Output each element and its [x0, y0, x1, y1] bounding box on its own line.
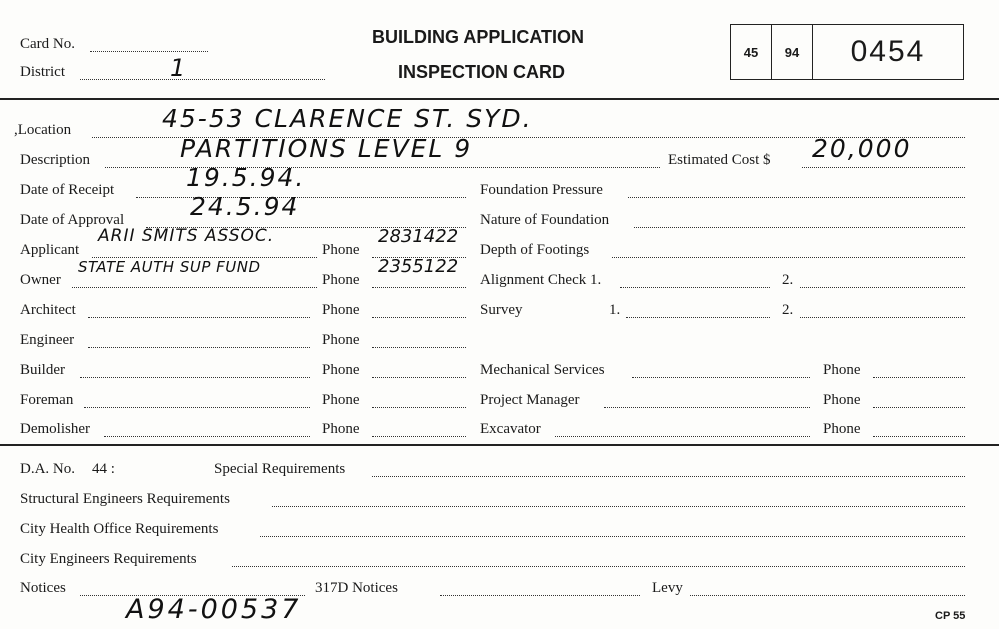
nature-foundation-line[interactable]	[634, 227, 965, 228]
estimated-cost-value: 20,000	[812, 134, 912, 163]
owner-label: Owner	[20, 272, 61, 288]
city-health-label: City Health Office Requirements	[20, 521, 219, 537]
engineer-label: Engineer	[20, 332, 75, 348]
depth-footings-line[interactable]	[612, 257, 965, 258]
architect-line[interactable]	[88, 317, 310, 318]
mechanical-services-label: Mechanical Services	[480, 362, 605, 378]
notices-label: Notices	[20, 580, 66, 596]
depth-footings-label: Depth of Footings	[480, 242, 590, 258]
owner-value: STATE AUTH SUP FUND	[78, 258, 261, 276]
builder-label: Builder	[20, 362, 65, 378]
notices-317d-line[interactable]	[440, 595, 640, 596]
card-number-box	[730, 24, 964, 80]
card-number: 0454	[850, 35, 926, 68]
estimated-cost-line[interactable]	[802, 167, 965, 168]
nature-foundation-label: Nature of Foundation	[480, 212, 610, 228]
demolisher-label: Demolisher	[20, 421, 90, 437]
da-no-value: 44 :	[92, 461, 115, 477]
card-no-label: Card No.	[20, 36, 75, 52]
excavator-line[interactable]	[555, 436, 810, 437]
mechanical-services-line[interactable]	[632, 377, 810, 378]
estimated-cost-label: Estimated Cost $	[668, 152, 771, 168]
city-engineers-line[interactable]	[232, 566, 965, 567]
levy-label: Levy	[652, 580, 683, 596]
alignment-check-2-label: 2.	[782, 272, 794, 288]
structural-engineers-line[interactable]	[272, 506, 965, 507]
date-receipt-value: 19.5.94.	[186, 163, 306, 192]
excavator-phone-label: Phone	[823, 421, 861, 437]
structural-engineers-label: Structural Engineers Requirements	[20, 491, 230, 507]
project-manager-phone-label: Phone	[823, 392, 861, 408]
date-receipt-label: Date of Receipt	[20, 182, 115, 198]
engineer-line[interactable]	[88, 347, 310, 348]
special-requirements-label: Special Requirements	[214, 461, 346, 477]
foreman-phone-line[interactable]	[372, 407, 466, 408]
applicant-phone-value: 2831422	[378, 226, 459, 247]
architect-phone-label: Phone	[322, 302, 360, 318]
engineer-phone-label: Phone	[322, 332, 360, 348]
owner-phone-value: 2355122	[378, 256, 459, 277]
date-approval-value: 24.5.94	[190, 192, 300, 221]
builder-phone-label: Phone	[322, 362, 360, 378]
header-divider	[0, 98, 999, 100]
demolisher-line[interactable]	[104, 436, 310, 437]
owner-line[interactable]	[72, 287, 317, 288]
description-value: PARTITIONS LEVEL 9	[180, 134, 473, 163]
handwritten-reference: A94-00537	[126, 594, 302, 625]
card-box-cell-2: 94	[772, 25, 813, 79]
mechanical-phone-label: Phone	[823, 362, 861, 378]
applicant-value: ARII SMITS ASSOC.	[98, 226, 275, 246]
district-line[interactable]	[80, 79, 325, 80]
levy-line[interactable]	[690, 595, 965, 596]
card-title-line1: BUILDING APPLICATION	[372, 27, 584, 47]
architect-phone-line[interactable]	[372, 317, 466, 318]
city-engineers-label: City Engineers Requirements	[20, 551, 197, 567]
da-no-label: D.A. No.	[20, 461, 75, 477]
special-requirements-line[interactable]	[372, 476, 965, 477]
date-receipt-line[interactable]	[136, 197, 466, 198]
demolisher-phone-line[interactable]	[372, 436, 466, 437]
foundation-pressure-line[interactable]	[628, 197, 965, 198]
foreman-phone-label: Phone	[322, 392, 360, 408]
demolisher-phone-label: Phone	[322, 421, 360, 437]
survey-1-label: 1.	[609, 302, 621, 318]
alignment-check-label: Alignment Check 1.	[480, 272, 602, 288]
survey-1-line[interactable]	[626, 317, 770, 318]
footer-divider	[0, 444, 999, 446]
applicant-phone-label: Phone	[322, 242, 360, 258]
district-value: 1	[170, 54, 188, 82]
location-label: ,Location	[14, 122, 72, 138]
date-approval-label: Date of Approval	[20, 212, 125, 228]
description-label: Description	[20, 152, 90, 168]
owner-phone-label: Phone	[322, 272, 360, 288]
survey-label: Survey	[480, 302, 523, 318]
project-manager-phone-line[interactable]	[873, 407, 965, 408]
card-no-line[interactable]	[90, 51, 208, 52]
district-label: District	[20, 64, 65, 80]
architect-label: Architect	[20, 302, 76, 318]
project-manager-line[interactable]	[604, 407, 810, 408]
foundation-pressure-label: Foundation Pressure	[480, 182, 603, 198]
project-manager-label: Project Manager	[480, 392, 580, 408]
excavator-phone-line[interactable]	[873, 436, 965, 437]
owner-phone-line[interactable]	[372, 287, 466, 288]
foreman-label: Foreman	[20, 392, 74, 408]
survey-2-line[interactable]	[800, 317, 965, 318]
card-title-line2: INSPECTION CARD	[398, 62, 566, 82]
builder-phone-line[interactable]	[372, 377, 466, 378]
alignment-check-1-line[interactable]	[620, 287, 770, 288]
notices-317d-label: 317D Notices	[315, 580, 398, 596]
mechanical-phone-line[interactable]	[873, 377, 965, 378]
card-box-cell-1: 45	[731, 25, 772, 79]
engineer-phone-line[interactable]	[372, 347, 466, 348]
alignment-check-2-line[interactable]	[800, 287, 965, 288]
builder-line[interactable]	[80, 377, 310, 378]
excavator-label: Excavator	[480, 421, 541, 437]
applicant-label: Applicant	[20, 242, 80, 258]
survey-2-label: 2.	[782, 302, 794, 318]
foreman-line[interactable]	[84, 407, 310, 408]
location-value: 45-53 CLARENCE ST. SYD.	[162, 104, 533, 133]
form-code: CP 55	[935, 610, 966, 622]
city-health-line[interactable]	[260, 536, 965, 537]
